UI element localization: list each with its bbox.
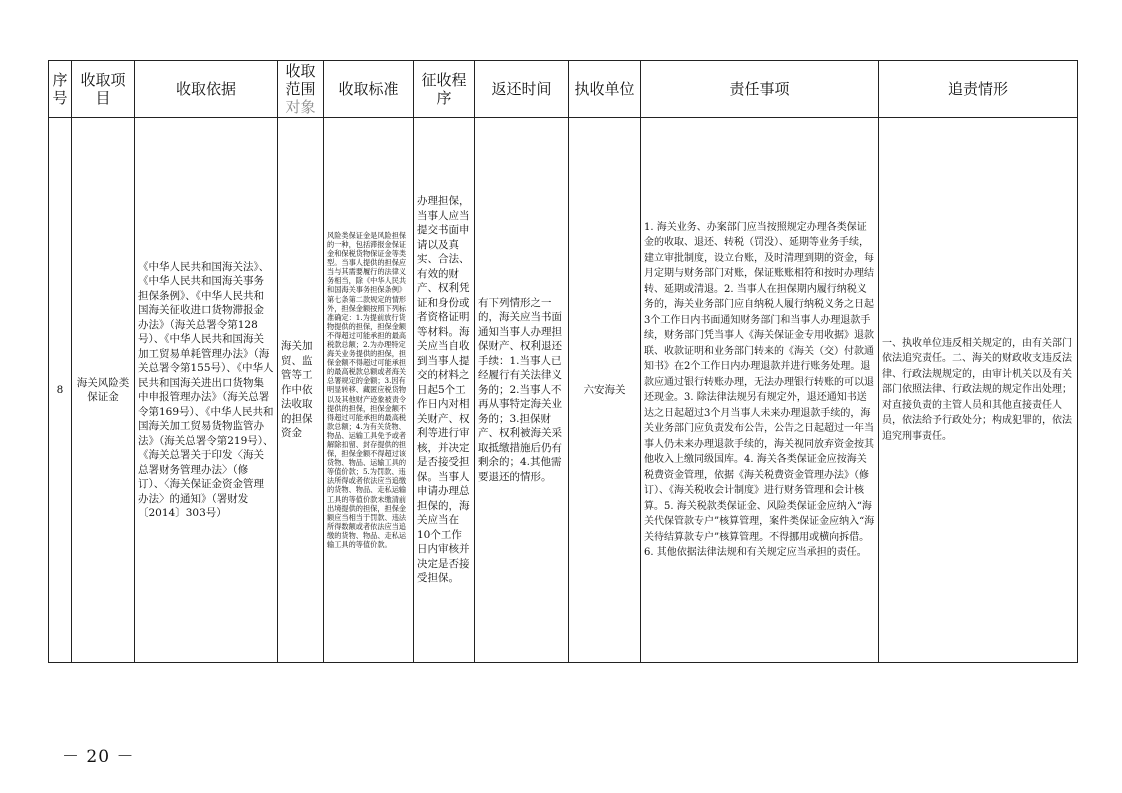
header-scope xyxy=(278,61,324,118)
cell-basis: 《中华人民共和国海关法》、《中华人民共和国海关事务担保条例》、《中华人民共和国海关征收进口货物滞报金办法》（海关总署令第128号）、《中华人民共和国海关加工贸易单耗管理办法》（海关总署令第155号）、《中华人民共和国海关进出口货物集中申报管理办法》（海关总署令第169号）、《中华人民共和国海关加工贸易货物监管办法》（海关总署令第219号）、《海关总署关于印发〈海关总署财务管理办法〉（修订）、〈海关保证金资金管理办法〉的通知》（署财发〔2014〕303号） xyxy=(135,118,278,663)
header-item: 收取项目 xyxy=(72,61,135,118)
cell-duties: 1. 海关业务、办案部门应当按照规定办理各类保证金的收取、退还、转税（罚没）、延期等业务手续，建立审批制度，设立台账，及时清理到期的资金，每月定期与财务部门对账，保证账账相符和按时办理结转、延期或清退。2. 当事人在担保期内履行纳税义务的，海关业务部门应自纳税人履行纳税义务之日起3个工作日内书面通知财务部门和当事人办理退款手续，财务部门凭当事人《海关保证金专用收据》退款联、收款证明和业务部门转来的《海关（交）付款通知书》在2个工作日内办理退款并进行账务处理。退款应通过银行转账办理，无法办理银行转账的可以退还现金。3. 除法律法规另有规定外，退还通知书送达之日起超过3个月当事人未来办理退款手续的，海关业务部门应负责发布公告，公告之日起超过一年当事人仍未来办理退款手续的，海关视同放弃资金按其他收入上缴同级国库。4. 海关各类保证金应按海关税费资金管理，依据《海关税费资金管理办法》（修订）、《海关税收会计制度》进行财务管理和会计核算。5. 海关税款类保证金、风险类保证金应纳入“海关代保管款专户”核算管理，案件类保证金应纳入“海关待结算款专户”核算管理。不得挪用或横向拆借。6. 其他依据法律法规和有关规定应当承担的责任。 xyxy=(641,118,879,663)
header-accountability: 追责情形 xyxy=(879,61,1078,118)
table-header-row xyxy=(49,61,1078,118)
header-return-time: 返还时间 xyxy=(475,61,569,118)
cell-serial: 8 xyxy=(49,118,72,663)
header-standard: 收取标准 xyxy=(324,61,414,118)
fee-table xyxy=(48,60,1078,663)
header-duties: 责任事项 xyxy=(641,61,879,118)
header-scope-sub: 对象 xyxy=(285,98,316,116)
table-row xyxy=(49,118,1078,663)
cell-procedure: 办理担保，当事人应当提交书面申请以及真实、合法、有效的财产、权利凭证和身份或者资格证明等材料。海关应当自收到当事人提交的材料之日起5个工作日内对相关财产、权利等进行审核，并决定是否接受担保。当事人申请办理总担保的，海关应当在10个工作日内审核并决定是否接受担保。 xyxy=(414,118,475,663)
cell-standard: 风险类保证金是风险担保的一种，包括滞报金保证金和保税货物保证金等类型。当事人提供的担保应当与其需要履行的法律义务相当，除《中华人民共和国海关事务担保条例》第七条第二款规定的情形外，担保金额按照下列标准确定：1.为提前放行货物提供的担保，担保金额不得超过可能承担的最高税款总额；2.为办理特定海关业务提供的担保，担保金额不得超过可能承担的最高税款总额或者海关总署规定的金额；3.因有明显转移、藏匿应税货物以及其他财产迹象被责令提供的担保，担保金额不得超过可能承担的最高税款总额；4.为有关货物、物品、运输工具免予或者解除扣留、封存提供的担保，担保金额不得超过该货物、物品、运输工具的等值价款；5.为罚款、违法所得或者依法应当追缴的货物、物品、走私运输工具的等值价款未缴清前出境提供的担保，担保金额应当相当于罚款、违法所得数额或者依法应当追缴的货物、物品、走私运输工具的等值价款。 xyxy=(324,118,414,663)
cell-accountability: 一、执收单位违反相关规定的，由有关部门依法追究责任。二、海关的财政收支违反法律、行政法规规定的，由审计机关以及有关部门依照法律、行政法规的规定作出处理；对直接负责的主管人员和其他直接责任人员，依法给予行政处分；构成犯罪的，依法追究刑事责任。 xyxy=(879,118,1078,663)
cell-unit: 六安海关 xyxy=(569,118,641,663)
header-procedure: 征收程序 xyxy=(414,61,475,118)
cell-item: 海关风险类保证金 xyxy=(72,118,135,663)
header-unit: 执收单位 xyxy=(569,61,641,118)
cell-scope: 海关加贸、监管等工作中依法收取的担保资金 xyxy=(278,118,324,663)
cell-return-time: 有下列情形之一的，海关应当书面通知当事人办理担保财产、权利退还手续：1.当事人已经履行有关法律义务的；2.当事人不再从事特定海关业务的；3.担保财产、权利被海关采取抵缴措施后仍有剩余的；4.其他需要退还的情形。 xyxy=(475,118,569,663)
header-scope-main: 收取范围 xyxy=(285,62,316,98)
page-number: － 20 － xyxy=(62,747,135,767)
header-serial: 序号 xyxy=(49,61,72,118)
header-basis: 收取依据 xyxy=(135,61,278,118)
